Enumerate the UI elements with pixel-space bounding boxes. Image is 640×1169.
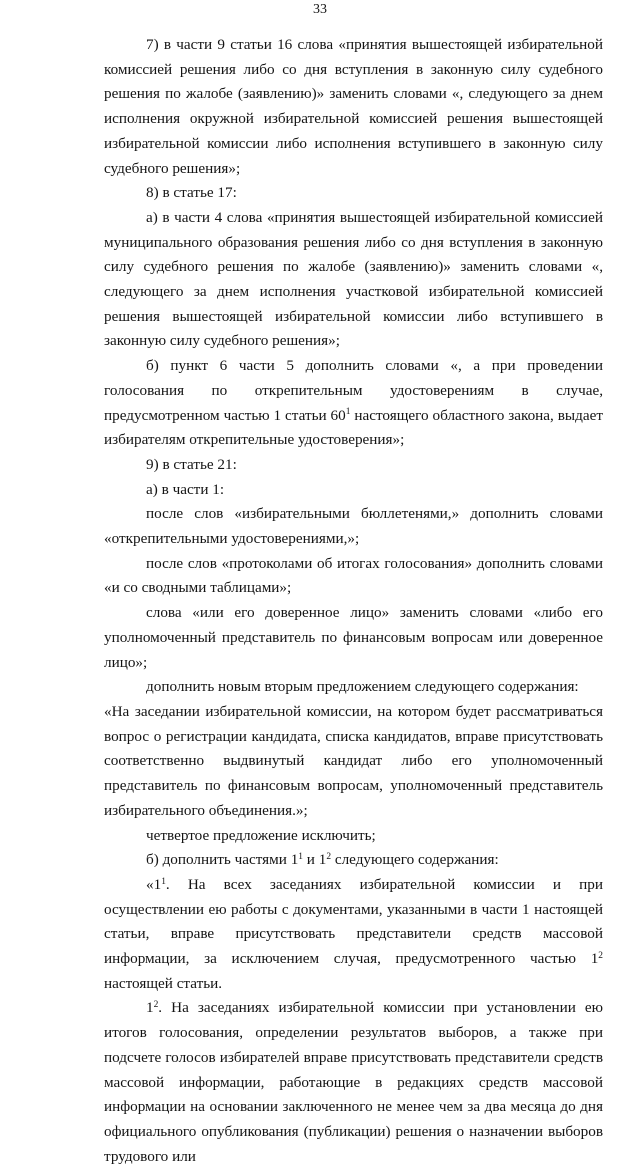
paragraph-text: 8) в статье 17: — [146, 184, 237, 202]
paragraph-text: слова «или его доверенное лицо» заменить словами «либо его уполномоченный представитель по финансовым вопросам или доверенное лицо»; — [104, 604, 603, 671]
paragraph-item-9a-4 — [104, 675, 603, 700]
paragraph-text: после слов «избирательными бюллетенями,» дополнить словами «открепительными удостоверениями,»; — [104, 505, 603, 548]
paragraph-text: 9) в статье 21: — [146, 455, 237, 473]
superscript: 2 — [326, 852, 332, 863]
superscript: 2 — [598, 950, 603, 961]
paragraph-text: настоящей статьи. — [104, 974, 223, 992]
paragraph-text: следующего содержания: — [331, 851, 499, 869]
paragraph-part-1-1 — [104, 873, 603, 997]
paragraph-text: б) дополнить частями 1 — [146, 851, 299, 869]
paragraph-text: 1 — [146, 999, 154, 1017]
superscript: 1 — [161, 876, 166, 887]
paragraph-item-9a-3 — [104, 601, 603, 675]
paragraph-text: после слов «протоколами об итогах голосования» дополнить словами «и со сводными таблицами»; — [104, 554, 603, 597]
paragraph-item-9a-quote — [104, 700, 603, 824]
paragraph-item-8a — [104, 206, 603, 354]
paragraph-text: «1 — [146, 875, 162, 893]
paragraph-text: . На заседаниях избирательной комиссии при установлении ею итогов голосования, определении результатов выборов, а также при подсчете голосов избирателей вправе присутствовать представители средств массовой информации, работающие в редакциях средств массовой информации на основании заключенного не менее чем за два месяца до дня официального опубликования (публикации) решения о назначении выборов трудового или — [104, 999, 603, 1165]
paragraph-item-9a-5 — [104, 824, 603, 849]
superscript: 1 — [345, 407, 351, 418]
paragraph-text: четвертое предложение исключить; — [146, 826, 376, 844]
paragraph-part-1-2 — [104, 996, 603, 1169]
superscript: 1 — [298, 852, 303, 863]
paragraph-text: 7) в части 9 статьи 16 слова «принятия вышестоящей избирательной комиссией решения либо со дня вступления в законную силу судебного решения по жалобе (заявлению)» заменить словами «, следующего за днем исполнения окружной избирательной комиссией решения вышестоящей избирательной комиссии либо исполнения вступившего в законную силу судебного решения»; — [104, 36, 603, 177]
superscript: 2 — [153, 1000, 159, 1011]
paragraph-item-7 — [104, 33, 603, 181]
paragraph-item-9 — [104, 453, 603, 478]
paragraph-item-9b — [104, 848, 603, 873]
paragraph-text: «На заседании избирательной комиссии, на котором будет рассматриваться вопрос о регистрации кандидата, списка кандидатов, вправе присутствовать соответственно выдвинутый кандидат либо его уполномоченный представитель по финансовым вопросам, уполномоченный представитель избирательного объединения.»; — [104, 702, 603, 819]
paragraph-text: . На всех заседаниях избирательной комиссии и при осуществлении ею работы с документами, указанными в части 1 настоящей статьи, вправе присутствовать представители средств массовой информации, за исключением случая, предусмотренного частью 1 — [104, 875, 603, 968]
paragraph-item-9a-1 — [104, 502, 603, 551]
paragraph-text: б) пункт 6 части 5 дополнить словами «, а при проведении голосования по открепительным удостоверениям в случае, предусмотренном частью 1 статьи 60 — [104, 357, 603, 424]
paragraph-item-8b — [104, 354, 603, 453]
paragraph-text: настоящего областного закона, выдает избирателям открепительные удостоверения»; — [104, 406, 603, 449]
paragraph-item-9a — [104, 478, 603, 503]
paragraph-text: дополнить новым вторым предложением следующего содержания: — [146, 678, 579, 696]
paragraph-item-9a-2 — [104, 552, 603, 601]
document-body — [104, 33, 603, 1169]
paragraph-text: а) в части 4 слова «принятия вышестоящей избирательной комиссией муниципального образования решения либо со дня вступления в законную силу судебного решения по жалобе (заявлению)» заменить словами «, следующего за днем исполнения участковой избирательной комиссией решения вышестоящей избирательной комиссии либо вступившего в законную силу судебного решения»; — [104, 208, 603, 350]
paragraph-text: а) в части 1: — [146, 480, 225, 498]
page-number: 33 — [313, 2, 327, 17]
paragraph-item-8 — [104, 181, 603, 206]
paragraph-text: и 1 — [303, 851, 327, 869]
